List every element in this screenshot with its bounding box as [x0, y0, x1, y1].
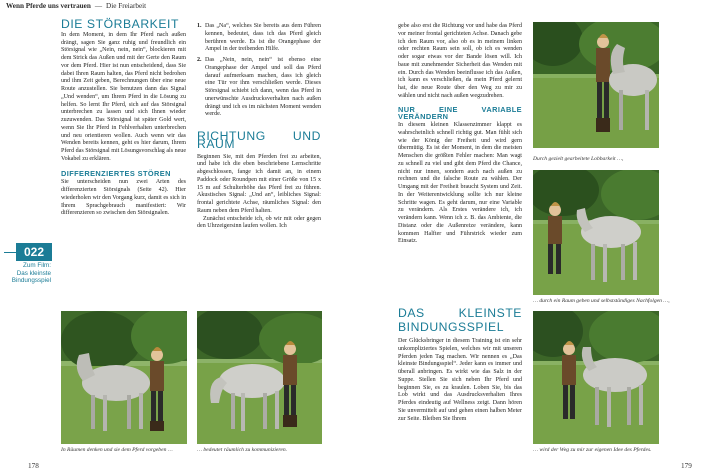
running-header [6, 2, 146, 10]
list-item-text: Das „Na“, welches Sie bereits aus dem Führen kennen, bedeutet, dass ich das Pferd gleich berühren werde. Es ist die Orangephase der Ampel in der treibenden Hilfe. [205, 23, 321, 53]
paragraph-col3-continued: gebe also erst die Richtung vor und habe das Pferd vor meiner frontal gerichteten Achse. Danach gebe ich den Raum vor, also ob es in meinem linken oder rechten Raum sein soll, ob ich es wenden oder sogar etwas vor der Bande lösen will. Ich baue mit zunehmender Sicherheit das Wenden mit ein. Durch das Wenden beeinflusse ich das Außen, ich kann es verschließen, da mein Pferd gelernt hat, die neue Route über den Weg zu mir zu wählen und nicht nach außen wegzudrehen. [398, 23, 522, 99]
paragraph-differenziertes-stoeren: Sie unterscheiden nun zwei Arten des differenzierten Störsignals (Seite 42). Hier wiederholen wir den Vorgang kurz, damit es sich in Ihrem Sprachgebrauch manifestiert: Wir differenzieren so zwischen den Störsignalen. [61, 179, 186, 217]
film-number-badge[interactable]: 022 [16, 243, 52, 261]
page-number-left: 178 [28, 462, 39, 470]
heading-kleinste-bindungsspiel: DAS KLEINSTE BINDUNGSSPIEL [398, 306, 522, 334]
list-item [197, 23, 321, 54]
horse-photo-illustration [533, 170, 659, 295]
caption-bottom-left: In Räumen denken und sie dem Pferd vorgeben … [61, 447, 173, 453]
paragraph-richtung-und-raum-2: Zunächst entscheide ich, ob wir mit oder gegen den Uhrzeigersinn laufen wollen. Ich [197, 215, 321, 230]
horse-photo-illustration [197, 311, 322, 444]
subheading-nur-eine-variable: NUR EINE VARIABLE VERÄNDERN [398, 104, 522, 122]
film-marker-line2: Das kleinste [16, 269, 51, 277]
caption-right-top: Durch gezielt gearbeitete Lobbarkeit …, [533, 156, 624, 162]
photo-right-bottom [533, 311, 659, 444]
caption-bottom-middle: … bedeutet räumlich zu kommunizieren. [197, 447, 288, 453]
chapter-title: Die Freiarbeit [106, 2, 147, 10]
column-3-top [398, 23, 522, 246]
caption-right-bottom: … wird der Weg zu mir zur eigenen Idee des Pferdes. [533, 447, 652, 453]
heading-richtung-und-raum: RICHTUNG UND RAUM [197, 129, 321, 151]
horse-photo-illustration [61, 311, 187, 444]
header-separator: — [94, 2, 103, 10]
paragraph-stoerbarkeit: In dem Moment, in dem Ihr Pferd nach außen drängt, sagen Sie ganz ruhig und freundlich ein Störsignal wie „Nein, nein, nein“, blockieren mit dem Strick das Außen und mit der Gerte den Raum vor dem Pferd. Hier ist nun entscheidend, dass Sie dabei Ihren Raum halten, das Pferd nicht bedrohen und ihm Zeit geben, Berechnungen über eine neue Route anzustellen. Sie benutzen dann das Signal „Und wenden“, um Ihrem Pferd in die Lösung zu helfen. So lernt Ihr Pferd, sich auf das Störsignal unterbrechen zu lassen und sich Ihnen wieder zuzuwenden. Das Störsignal ist später Gold wert, wenn Sie Ihr Pferd in Fehlverhalten unterbrechen und neu orientieren wollen. Auch wenn wir das Wenden bereits kennen, geht es hier darum, Ihrem Pferd das Störsignal mit Lösungsvorschlag als neue Vokabel zu erklären. [61, 31, 186, 162]
heading-stoerbarkeit: DIE STÖRBARKEIT [61, 17, 179, 31]
photo-bottom-middle [197, 311, 322, 444]
list-item-text: Das „Nein, nein, nein“ ist ebenso eine Orangephase der Ampel und soll das Pferd darauf aufmerksam machen, dass ich gleich eine Tür vor ihm verschließen werde. Dieses Störsignal schiebt ich dann, wenn das Pferd in unerwünschte Ausdrucksverhalten nach außen drängt und ich es im nächsten Moment wenden werde. [205, 57, 321, 118]
column-1 [61, 17, 186, 218]
film-marker-text[interactable] [5, 262, 51, 285]
horse-photo-illustration [533, 22, 659, 148]
horse-photo-illustration [533, 311, 659, 444]
book-title: Wenn Pferde uns vertrauen [6, 2, 91, 10]
numbered-list [197, 23, 321, 119]
column-2 [197, 23, 321, 231]
page-number-right: 179 [681, 462, 692, 470]
photo-bottom-left [61, 311, 187, 444]
paragraph-kleinste-bindungsspiel: Der Glücksbringer in diesem Training ist ein sehr unkompliziertes Spielen, welches wir mit unseren Pferden jeden Tag machen. Wir nennen es „Das kleinste Bindungsspiel“. Jeder kann es immer und überall anbringen. Es wirkt wie das Salz in der Suppe. Stellen Sie sich neben Ihr Pferd und beginnen Sie, es zu kraulen. Loben Sie, bis das Lob wirkt und das Ausdrucksverhalten Ihres Pferdes eindeutig auf Wellness zeigt. Dann hören Sie unvermittelt auf und gehen einen halben Meter zur Seite. Bleiben Sie Ihrem [398, 338, 522, 422]
film-marker-line1: Zum Film: [23, 262, 51, 269]
list-item [197, 57, 321, 119]
film-marker-line3: Bindungsspiel [11, 277, 51, 285]
subheading-differenziertes-stoeren: DIFFERENZIERTES STÖREN [61, 168, 171, 178]
paragraph-richtung-und-raum: Beginnen Sie, mit den Pferden frei zu arbeiten, und habe ich die eben beschriebene Lernschritte abgeschlossen, fange ich damit an, in einem Paddock oder Roundpen mit einer Größe von 15 x 15 m auf Schulterhöhe das Pferd frei zu führen. Akustisches Signal: „Und an“, leibliches Signal: frontal gerichtete Achse, räumliches Signal: den Raum neben dem Pferd halten. [197, 153, 321, 214]
paragraph-nur-eine-variable: In diesem kleinen Klassenzimmer klappt es wahrscheinlich schnell richtig gut. Man fühlt sich wie der König der Freiheit und wird gern übermütig. Es ist der Moment, in dem die meisten Menschen die größten Fehler machen: Man wagt zu schnell zu viel und gibt dem Pferd die Chance, nicht nur innen, sondern auch nach außen zu rechnen und die falsche Route zu wählen. Der Umgang mit der Freiheit braucht System und Zeit. In der Weiterentwicklung sollte ich nur kleine Schritte wagen. Es geht darum, nur eine Variable zu verändern. Als Erstes verändere ich, ich verändern kann. Wenn ich z. B. das Ambiente, die Distanz oder die Außenreize verändere, kann kommen Halfter und Führstrick wieder zum Einsatz. [398, 122, 522, 245]
photo-right-middle [533, 170, 659, 295]
caption-right-middle: … durch ein Raum geben und selbstständiges Nachfolgen …, [533, 298, 670, 304]
film-marker-line [4, 252, 16, 253]
list-number: 1. [197, 23, 202, 29]
column-3-bottom [398, 306, 522, 423]
list-number: 2. [197, 57, 202, 63]
photo-right-top [533, 22, 659, 148]
